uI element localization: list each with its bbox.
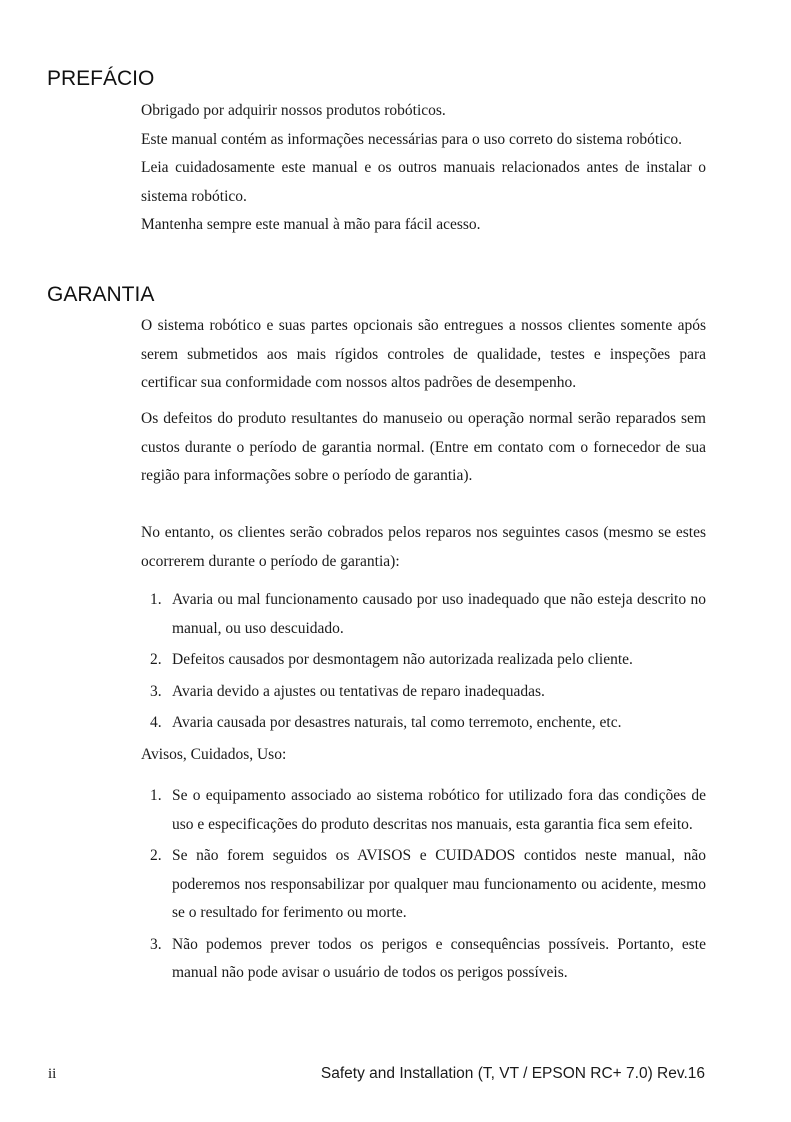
list-item-text: Se não forem seguidos os AVISOS e CUIDADOS contidos neste manual, não poderemos nos responsabilizar por qualquer mau funcionamento ou acidente, mesmo se o resultado for ferimento ou morte.	[172, 847, 706, 921]
list-item	[141, 842, 706, 928]
page-number: ii	[48, 1066, 57, 1082]
list-item-text: Não podemos prever todos os perigos e consequências possíveis. Portanto, este manual não pode avisar o usuário de todos os perigos possíveis.	[172, 935, 706, 981]
prefacio-paragraph: Obrigado por adquirir nossos produtos robóticos.	[141, 102, 446, 119]
list-item-number: 1.	[150, 591, 162, 608]
garantia-paragraph: No entanto, os clientes serão cobrados pelos reparos nos seguintes casos (mesmo se estes ocorrerem durante o período de garantia):	[141, 524, 706, 570]
list-item	[141, 646, 706, 675]
prefacio-heading: PREFÁCIO	[47, 67, 155, 90]
list-item	[141, 782, 706, 839]
garantia-defects	[141, 405, 706, 491]
prefacio-body	[141, 97, 706, 240]
notices-label-block	[141, 741, 706, 770]
prefacio-paragraph: Este manual contém as informações necessárias para o uso correto do sistema robótico.	[141, 130, 683, 148]
list-item-number: 1.	[150, 787, 162, 804]
list-item-text: Avaria ou mal funcionamento causado por uso inadequado que não esteja descrito no manual, ou uso descuidado.	[172, 591, 706, 637]
garantia-paragraph: Os defeitos do produto resultantes do manuseio ou operação normal serão reparados sem custos durante o período de garantia normal. (Entre em contato com o fornecedor de sua região para informações sobre o período de garantia).	[141, 410, 706, 484]
list-item-number: 3.	[150, 682, 162, 700]
garantia-intro	[141, 312, 706, 398]
list-item	[141, 709, 706, 738]
charge-cases-list	[141, 586, 706, 738]
list-item-number: 3.	[150, 935, 162, 953]
list-item-number: 2.	[150, 651, 162, 668]
list-item-text: Se o equipamento associado ao sistema robótico for utilizado fora das condições de uso e especificações do produto descritas nos manuais, esta garantia fica sem efeito.	[172, 787, 706, 833]
garantia-charges	[141, 519, 706, 576]
list-item-text: Avaria causada por desastres naturais, tal como terremoto, enchente, etc.	[172, 714, 622, 731]
prefacio-paragraph: Mantenha sempre este manual à mão para fácil acesso.	[141, 216, 481, 233]
list-item-number: 4.	[150, 714, 162, 731]
document-title: Safety and Installation (T, VT / EPSON RC+ 7.0) Rev.16	[320, 1065, 705, 1082]
prefacio-paragraph: Leia cuidadosamente este manual e os outros manuais relacionados antes de instalar o sistema robótico.	[141, 159, 706, 205]
list-item-number: 2.	[150, 847, 162, 864]
garantia-heading: GARANTIA	[47, 283, 155, 306]
notices-label: Avisos, Cuidados, Uso:	[141, 746, 287, 763]
list-item	[141, 586, 706, 643]
list-item-text: Defeitos causados por desmontagem não autorizada realizada pelo cliente.	[172, 651, 633, 668]
list-item	[141, 931, 706, 988]
list-item-text: Avaria devido a ajustes ou tentativas de reparo inadequadas.	[172, 682, 545, 700]
list-item	[141, 678, 706, 707]
garantia-paragraph: O sistema robótico e suas partes opcionais são entregues a nossos clientes somente após serem submetidos aos mais rígidos controles de qualidade, testes e inspeções para certificar sua conformidade com nossos altos padrões de desempenho.	[141, 317, 706, 391]
notices-list	[141, 782, 706, 988]
